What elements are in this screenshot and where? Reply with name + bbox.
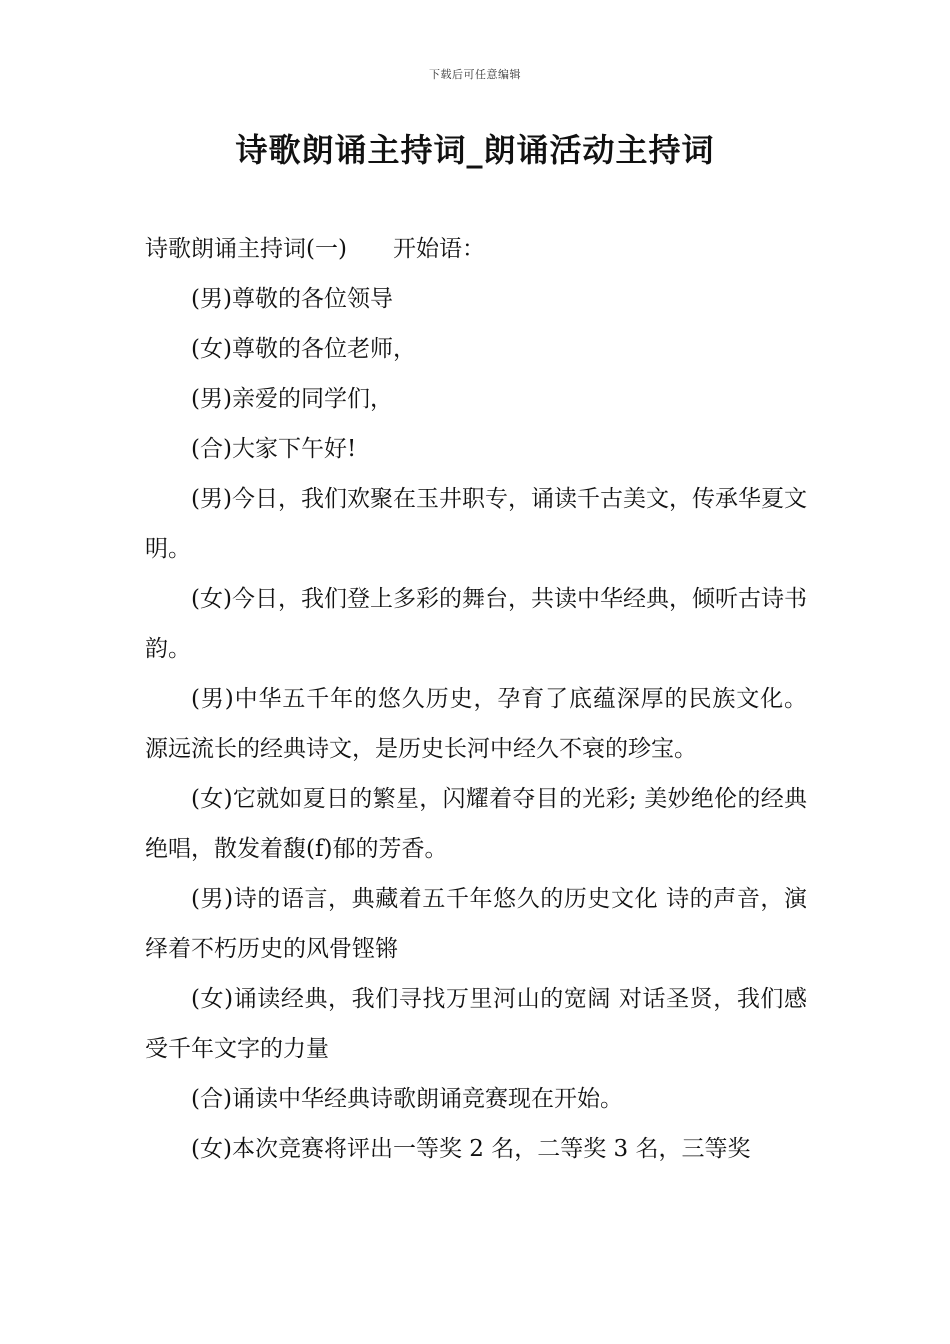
paragraph: (合)大家下午好! [191,436,357,462]
paragraph: (女)它就如夏日的繁星，闪耀着夺目的光彩; 美妙绝伦的经典绝唱，散发着馥(f)郁的芳香。 [145,786,807,862]
document-title: 诗歌朗诵主持词_朗诵活动主持词 [235,131,715,169]
paragraph: (女)诵读经典，我们寻找万里河山的宽阔 对话圣贤，我们感受千年文字的力量 [145,986,807,1062]
paragraph-intro-heading: 诗歌朗诵主持词(一) 开始语： [145,236,485,262]
paragraph: (男)尊敬的各位领导 [191,286,393,312]
paragraph: (女)本次竞赛将评出一等奖 2 名，二等奖 3 名，三等奖 [191,1136,751,1162]
paragraph: (女)尊敬的各位老师， [191,336,416,362]
document-body [145,224,807,1174]
header-note: 下载后可任意编辑 [429,68,521,81]
paragraph: (男)诗的语言，典藏着五千年悠久的历史文化 诗的声音，演绎着不朽历史的风骨铿锵 [145,886,807,962]
paragraph: (男)今日，我们欢聚在玉井职专，诵读千古美文，传承华夏文明。 [145,486,807,562]
paragraph: (女)今日，我们登上多彩的舞台，共读中华经典，倾听古诗书韵。 [145,586,807,662]
paragraph: (合)诵读中华经典诗歌朗诵竞赛现在开始。 [191,1086,623,1112]
paragraph: (男)亲爱的同学们， [191,386,393,412]
paragraph: (男)中华五千年的悠久历史，孕育了底蕴深厚的民族文化。 源远流长的经典诗文，是历史长河中经久不衰的珍宝。 [145,686,807,762]
